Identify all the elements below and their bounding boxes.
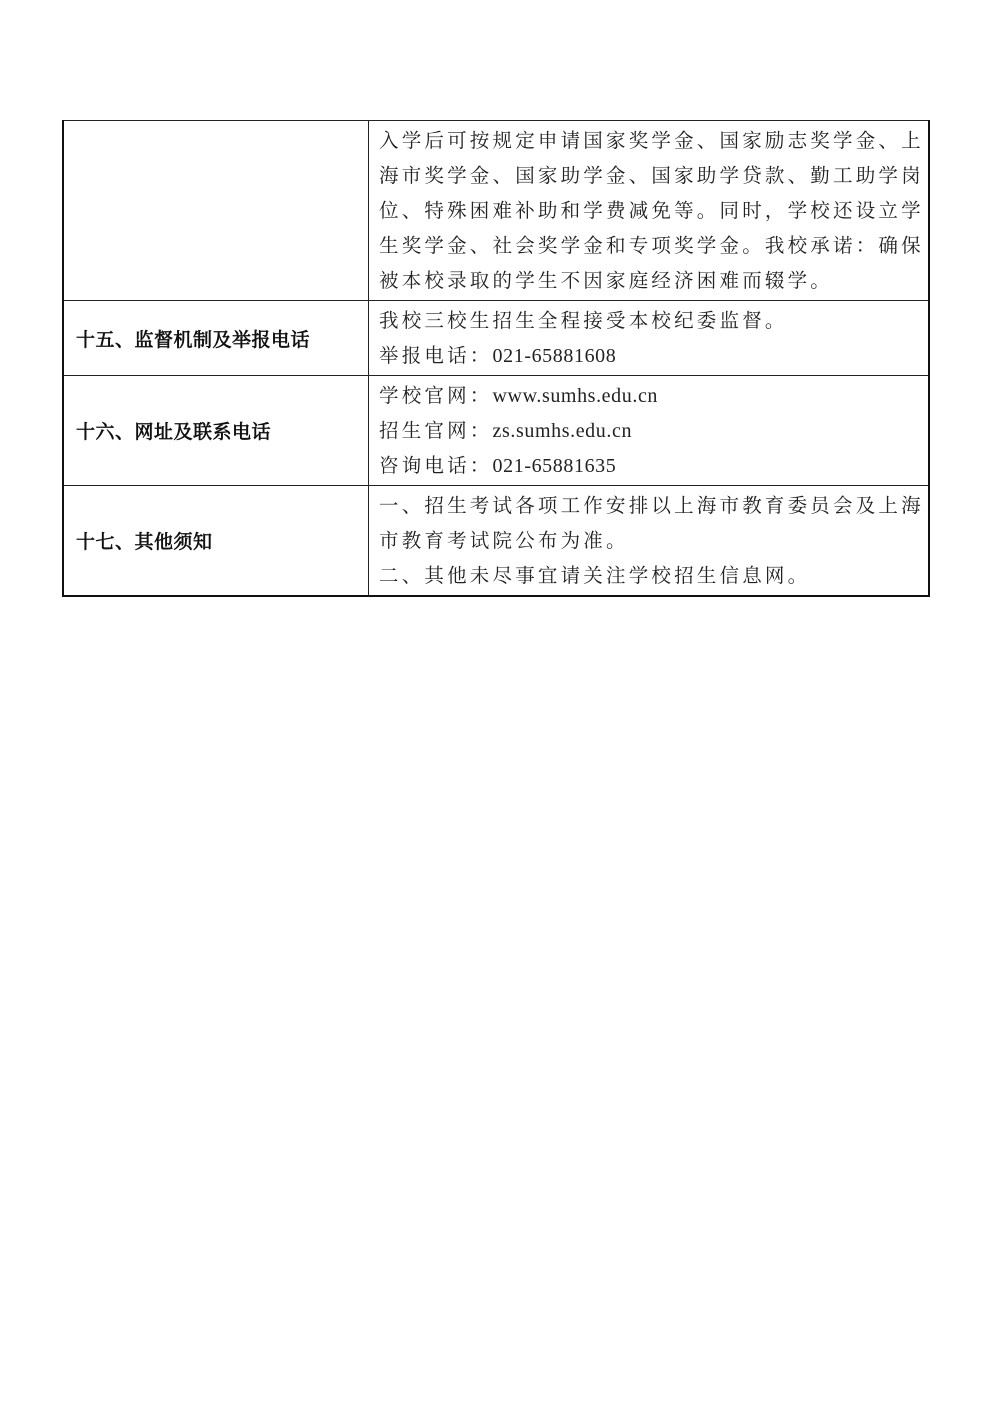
report-phone-line [379,338,918,373]
table-row-financial-aid [63,121,929,301]
report-phone-label: 举报电话： [379,344,493,367]
other-notes-content [369,486,930,597]
note-line: 二、其他未尽事宜请关注学校招生信息网。 [379,564,811,587]
content-line: 入学后可按规定申请国家奖学金、国家励志奖学金、上 [379,129,924,152]
note-line: 一、招生考试各项工作安排以上海市教育委员会及上海 [379,494,924,517]
school-website-line [379,378,918,413]
table-row-other-notes [63,486,929,597]
consult-phone-label: 咨询电话： [379,454,493,477]
supervision-statement: 我校三校生招生全程接受本校纪委监督。 [379,309,788,332]
contact-content [369,376,930,486]
content-line: 位、特殊困难补助和学费减免等。同时，学校还设立学 [379,199,924,222]
table-row-contact [63,376,929,486]
school-website-link[interactable]: www.sumhs.edu.cn [492,385,659,407]
table-row-supervision [63,301,929,376]
admission-website-line [379,413,918,448]
content-line: 生奖学金、社会奖学金和专项奖学金。我校承诺：确保 [379,234,924,257]
school-website-label: 学校官网： [379,384,493,407]
report-phone-value: 021-65881608 [492,345,617,367]
content-line: 被本校录取的学生不因家庭经济困难而辍学。 [379,269,834,292]
row-label-supervision: 十五、监督机制及举报电话 [63,301,369,376]
content-line: 海市奖学金、国家助学金、国家助学贷款、勤工助学岗 [379,164,924,187]
supervision-content [369,301,930,376]
consult-phone-line [379,448,918,483]
row-label-other-notes: 十七、其他须知 [63,486,369,597]
row-label-empty [63,121,369,301]
consult-phone-value: 021-65881635 [492,455,617,477]
financial-aid-content [369,121,930,301]
admission-website-link[interactable]: zs.sumhs.edu.cn [492,420,633,442]
row-label-contact: 十六、网址及联系电话 [63,376,369,486]
note-line: 市教育考试院公布为准。 [379,529,629,552]
admissions-info-table [62,120,930,597]
admission-website-label: 招生官网： [379,419,493,442]
